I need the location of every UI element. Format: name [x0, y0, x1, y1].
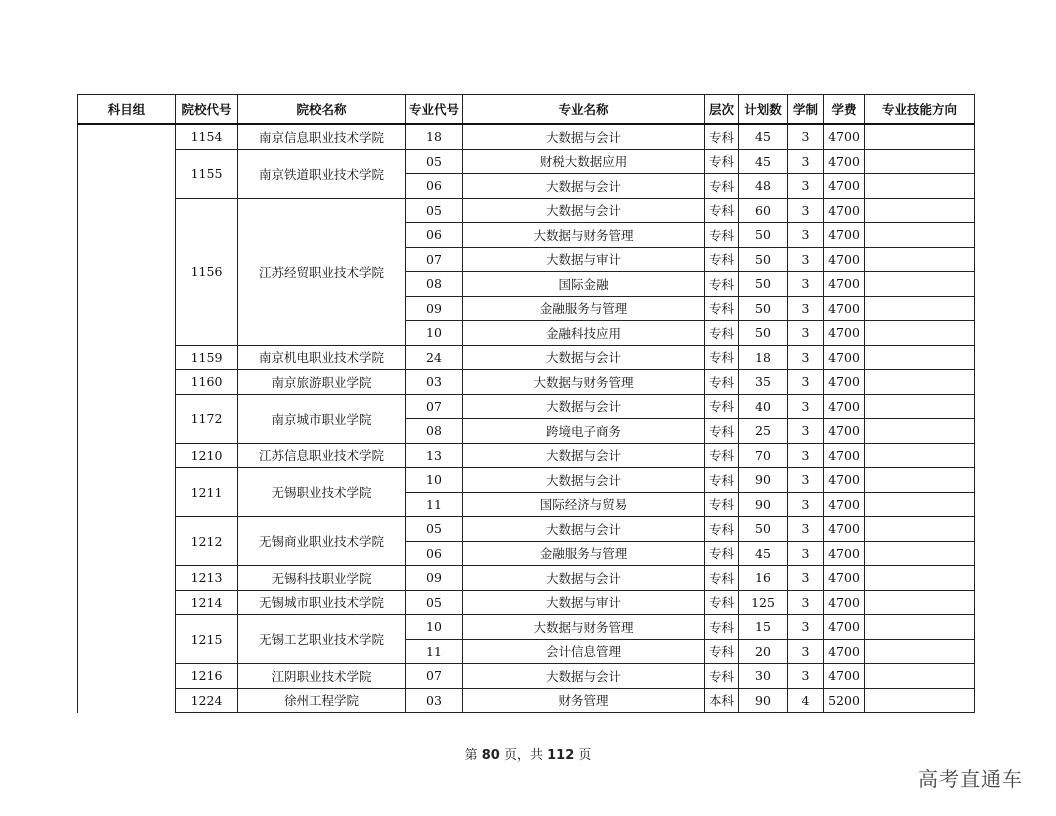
plan-count-cell: 16	[739, 566, 788, 591]
years-cell: 4	[788, 688, 824, 713]
level-cell: 专科	[705, 124, 739, 149]
header-row	[78, 95, 975, 125]
fee-cell: 4700	[824, 174, 865, 199]
school-code-cell: 1215	[176, 615, 238, 664]
header-fee: 学费	[824, 95, 865, 125]
skill-direction-cell	[865, 664, 975, 689]
years-cell: 3	[788, 566, 824, 591]
school-name-cell: 无锡工艺职业技术学院	[238, 615, 406, 664]
major-code-cell: 03	[406, 370, 463, 395]
level-cell: 专科	[705, 149, 739, 174]
years-cell: 3	[788, 223, 824, 248]
level-cell: 专科	[705, 419, 739, 444]
level-cell: 专科	[705, 468, 739, 493]
skill-direction-cell	[865, 345, 975, 370]
plan-count-cell: 40	[739, 394, 788, 419]
years-cell: 3	[788, 124, 824, 149]
skill-direction-cell	[865, 443, 975, 468]
school-name-cell: 江阴职业技术学院	[238, 664, 406, 689]
major-code-cell: 10	[406, 321, 463, 346]
fee-cell: 4700	[824, 566, 865, 591]
major-name-cell: 大数据与会计	[463, 345, 705, 370]
plan-count-cell: 20	[739, 639, 788, 664]
fee-cell: 4700	[824, 198, 865, 223]
major-code-cell: 05	[406, 198, 463, 223]
major-name-cell: 大数据与财务管理	[463, 223, 705, 248]
years-cell: 3	[788, 468, 824, 493]
plan-count-cell: 45	[739, 149, 788, 174]
level-cell: 专科	[705, 492, 739, 517]
years-cell: 3	[788, 174, 824, 199]
header-school-name: 院校名称	[238, 95, 406, 125]
skill-direction-cell	[865, 566, 975, 591]
skill-direction-cell	[865, 321, 975, 346]
level-cell: 专科	[705, 174, 739, 199]
fee-cell: 4700	[824, 394, 865, 419]
plan-count-cell: 50	[739, 272, 788, 297]
skill-direction-cell	[865, 394, 975, 419]
fee-cell: 4700	[824, 492, 865, 517]
skill-direction-cell	[865, 468, 975, 493]
school-name-cell: 无锡科技职业学院	[238, 566, 406, 591]
skill-direction-cell	[865, 419, 975, 444]
school-code-cell: 1159	[176, 345, 238, 370]
major-name-cell: 大数据与审计	[463, 590, 705, 615]
major-name-cell: 大数据与会计	[463, 394, 705, 419]
years-cell: 3	[788, 615, 824, 640]
school-code-cell: 1213	[176, 566, 238, 591]
major-code-cell: 09	[406, 296, 463, 321]
table-row	[78, 688, 975, 713]
school-code-cell: 1210	[176, 443, 238, 468]
plan-count-cell: 50	[739, 247, 788, 272]
level-cell: 专科	[705, 443, 739, 468]
years-cell: 3	[788, 639, 824, 664]
level-cell: 专科	[705, 370, 739, 395]
skill-direction-cell	[865, 639, 975, 664]
school-name-cell: 徐州工程学院	[238, 688, 406, 713]
plan-count-cell: 30	[739, 664, 788, 689]
table-row	[78, 370, 975, 395]
fee-cell: 4700	[824, 223, 865, 248]
header-level: 层次	[705, 95, 739, 125]
school-code-cell: 1154	[176, 124, 238, 149]
level-cell: 本科	[705, 688, 739, 713]
watermark: 高考直通车	[918, 767, 1023, 791]
major-code-cell: 07	[406, 247, 463, 272]
major-code-cell: 03	[406, 688, 463, 713]
table-row	[78, 468, 975, 493]
table-row	[78, 124, 975, 149]
fee-cell: 4700	[824, 664, 865, 689]
school-code-cell: 1160	[176, 370, 238, 395]
plan-count-cell: 90	[739, 688, 788, 713]
subject-group-cell	[78, 124, 176, 713]
years-cell: 3	[788, 419, 824, 444]
years-cell: 3	[788, 149, 824, 174]
fee-cell: 4700	[824, 272, 865, 297]
plan-count-cell: 60	[739, 198, 788, 223]
major-code-cell: 06	[406, 174, 463, 199]
plan-count-cell: 48	[739, 174, 788, 199]
school-name-cell: 江苏信息职业技术学院	[238, 443, 406, 468]
skill-direction-cell	[865, 688, 975, 713]
table-row	[78, 149, 975, 174]
table-row	[78, 198, 975, 223]
school-name-cell: 南京旅游职业学院	[238, 370, 406, 395]
fee-cell: 4700	[824, 124, 865, 149]
level-cell: 专科	[705, 321, 739, 346]
years-cell: 3	[788, 664, 824, 689]
fee-cell: 5200	[824, 688, 865, 713]
header-subject-group: 科目组	[78, 95, 176, 125]
years-cell: 3	[788, 370, 824, 395]
table-row	[78, 566, 975, 591]
plan-count-cell: 70	[739, 443, 788, 468]
major-name-cell: 国际金融	[463, 272, 705, 297]
header-major-code: 专业代号	[406, 95, 463, 125]
major-name-cell: 大数据与会计	[463, 198, 705, 223]
major-name-cell: 金融科技应用	[463, 321, 705, 346]
level-cell: 专科	[705, 296, 739, 321]
level-cell: 专科	[705, 639, 739, 664]
header-plan-count: 计划数	[739, 95, 788, 125]
major-name-cell: 会计信息管理	[463, 639, 705, 664]
level-cell: 专科	[705, 394, 739, 419]
major-name-cell: 财税大数据应用	[463, 149, 705, 174]
major-code-cell: 24	[406, 345, 463, 370]
major-name-cell: 金融服务与管理	[463, 296, 705, 321]
major-name-cell: 大数据与会计	[463, 566, 705, 591]
table-row	[78, 443, 975, 468]
fee-cell: 4700	[824, 443, 865, 468]
plan-count-cell: 50	[739, 321, 788, 346]
plan-count-cell: 35	[739, 370, 788, 395]
school-name-cell: 南京城市职业学院	[238, 394, 406, 443]
header-years: 学制	[788, 95, 824, 125]
major-code-cell: 07	[406, 394, 463, 419]
fee-cell: 4700	[824, 639, 865, 664]
years-cell: 3	[788, 492, 824, 517]
plan-count-cell: 18	[739, 345, 788, 370]
plan-count-cell: 45	[739, 124, 788, 149]
footer-prefix: 第	[464, 748, 478, 763]
school-code-cell: 1214	[176, 590, 238, 615]
plan-count-cell: 50	[739, 223, 788, 248]
major-code-cell: 11	[406, 492, 463, 517]
plan-count-cell: 50	[739, 296, 788, 321]
school-code-cell: 1212	[176, 517, 238, 566]
plan-count-cell: 125	[739, 590, 788, 615]
level-cell: 专科	[705, 541, 739, 566]
years-cell: 3	[788, 198, 824, 223]
skill-direction-cell	[865, 541, 975, 566]
plan-count-cell: 15	[739, 615, 788, 640]
years-cell: 3	[788, 443, 824, 468]
skill-direction-cell	[865, 174, 975, 199]
level-cell: 专科	[705, 517, 739, 542]
level-cell: 专科	[705, 198, 739, 223]
major-code-cell: 10	[406, 615, 463, 640]
skill-direction-cell	[865, 223, 975, 248]
years-cell: 3	[788, 321, 824, 346]
years-cell: 3	[788, 272, 824, 297]
skill-direction-cell	[865, 124, 975, 149]
skill-direction-cell	[865, 247, 975, 272]
school-name-cell: 无锡城市职业技术学院	[238, 590, 406, 615]
footer-page-number: 80	[481, 748, 500, 763]
footer-total-pages: 112	[547, 748, 575, 763]
fee-cell: 4700	[824, 149, 865, 174]
major-code-cell: 18	[406, 124, 463, 149]
years-cell: 3	[788, 247, 824, 272]
table-body	[78, 124, 975, 713]
level-cell: 专科	[705, 247, 739, 272]
level-cell: 专科	[705, 590, 739, 615]
major-name-cell: 大数据与会计	[463, 443, 705, 468]
plan-count-cell: 25	[739, 419, 788, 444]
skill-direction-cell	[865, 149, 975, 174]
fee-cell: 4700	[824, 517, 865, 542]
plan-count-cell: 50	[739, 517, 788, 542]
level-cell: 专科	[705, 566, 739, 591]
skill-direction-cell	[865, 517, 975, 542]
years-cell: 3	[788, 345, 824, 370]
skill-direction-cell	[865, 272, 975, 297]
school-code-cell: 1224	[176, 688, 238, 713]
skill-direction-cell	[865, 370, 975, 395]
fee-cell: 4700	[824, 590, 865, 615]
major-name-cell: 大数据与会计	[463, 664, 705, 689]
level-cell: 专科	[705, 345, 739, 370]
major-code-cell: 05	[406, 517, 463, 542]
table-row	[78, 590, 975, 615]
level-cell: 专科	[705, 272, 739, 297]
skill-direction-cell	[865, 296, 975, 321]
plan-count-cell: 90	[739, 492, 788, 517]
fee-cell: 4700	[824, 296, 865, 321]
school-name-cell: 南京铁道职业技术学院	[238, 149, 406, 198]
years-cell: 3	[788, 541, 824, 566]
major-code-cell: 09	[406, 566, 463, 591]
major-code-cell: 13	[406, 443, 463, 468]
fee-cell: 4700	[824, 468, 865, 493]
major-name-cell: 国际经济与贸易	[463, 492, 705, 517]
header-skill-direction: 专业技能方向	[865, 95, 975, 125]
table-row	[78, 517, 975, 542]
skill-direction-cell	[865, 198, 975, 223]
major-code-cell: 06	[406, 223, 463, 248]
level-cell: 专科	[705, 223, 739, 248]
school-name-cell: 南京信息职业技术学院	[238, 124, 406, 149]
school-name-cell: 无锡商业职业技术学院	[238, 517, 406, 566]
plan-count-cell: 45	[739, 541, 788, 566]
years-cell: 3	[788, 517, 824, 542]
years-cell: 3	[788, 296, 824, 321]
footer-suffix: 页	[578, 748, 592, 763]
header-major-name: 专业名称	[463, 95, 705, 125]
level-cell: 专科	[705, 615, 739, 640]
major-code-cell: 05	[406, 590, 463, 615]
school-code-cell: 1155	[176, 149, 238, 198]
school-name-cell: 南京机电职业技术学院	[238, 345, 406, 370]
major-name-cell: 大数据与财务管理	[463, 615, 705, 640]
fee-cell: 4700	[824, 370, 865, 395]
major-code-cell: 05	[406, 149, 463, 174]
header-school-code: 院校代号	[176, 95, 238, 125]
skill-direction-cell	[865, 492, 975, 517]
school-name-cell: 无锡职业技术学院	[238, 468, 406, 517]
major-code-cell: 10	[406, 468, 463, 493]
fee-cell: 4700	[824, 541, 865, 566]
table-row	[78, 664, 975, 689]
fee-cell: 4700	[824, 247, 865, 272]
major-code-cell: 08	[406, 419, 463, 444]
major-name-cell: 大数据与财务管理	[463, 370, 705, 395]
fee-cell: 4700	[824, 615, 865, 640]
major-name-cell: 大数据与会计	[463, 174, 705, 199]
years-cell: 3	[788, 394, 824, 419]
school-name-cell: 江苏经贸职业技术学院	[238, 198, 406, 345]
fee-cell: 4700	[824, 321, 865, 346]
school-code-cell: 1216	[176, 664, 238, 689]
skill-direction-cell	[865, 615, 975, 640]
years-cell: 3	[788, 590, 824, 615]
fee-cell: 4700	[824, 419, 865, 444]
table-row	[78, 394, 975, 419]
major-name-cell: 大数据与会计	[463, 124, 705, 149]
footer-middle: 页，共	[503, 748, 543, 763]
admission-plan-table	[77, 94, 975, 713]
school-code-cell: 1172	[176, 394, 238, 443]
fee-cell: 4700	[824, 345, 865, 370]
major-name-cell: 金融服务与管理	[463, 541, 705, 566]
level-cell: 专科	[705, 664, 739, 689]
major-code-cell: 11	[406, 639, 463, 664]
school-code-cell: 1156	[176, 198, 238, 345]
major-code-cell: 08	[406, 272, 463, 297]
major-name-cell: 大数据与会计	[463, 468, 705, 493]
table-row	[78, 615, 975, 640]
major-name-cell: 跨境电子商务	[463, 419, 705, 444]
table-row	[78, 345, 975, 370]
major-code-cell: 06	[406, 541, 463, 566]
major-code-cell: 07	[406, 664, 463, 689]
major-name-cell: 大数据与会计	[463, 517, 705, 542]
plan-count-cell: 90	[739, 468, 788, 493]
major-name-cell: 大数据与审计	[463, 247, 705, 272]
school-code-cell: 1211	[176, 468, 238, 517]
skill-direction-cell	[865, 590, 975, 615]
page-footer	[0, 744, 1056, 763]
major-name-cell: 财务管理	[463, 688, 705, 713]
